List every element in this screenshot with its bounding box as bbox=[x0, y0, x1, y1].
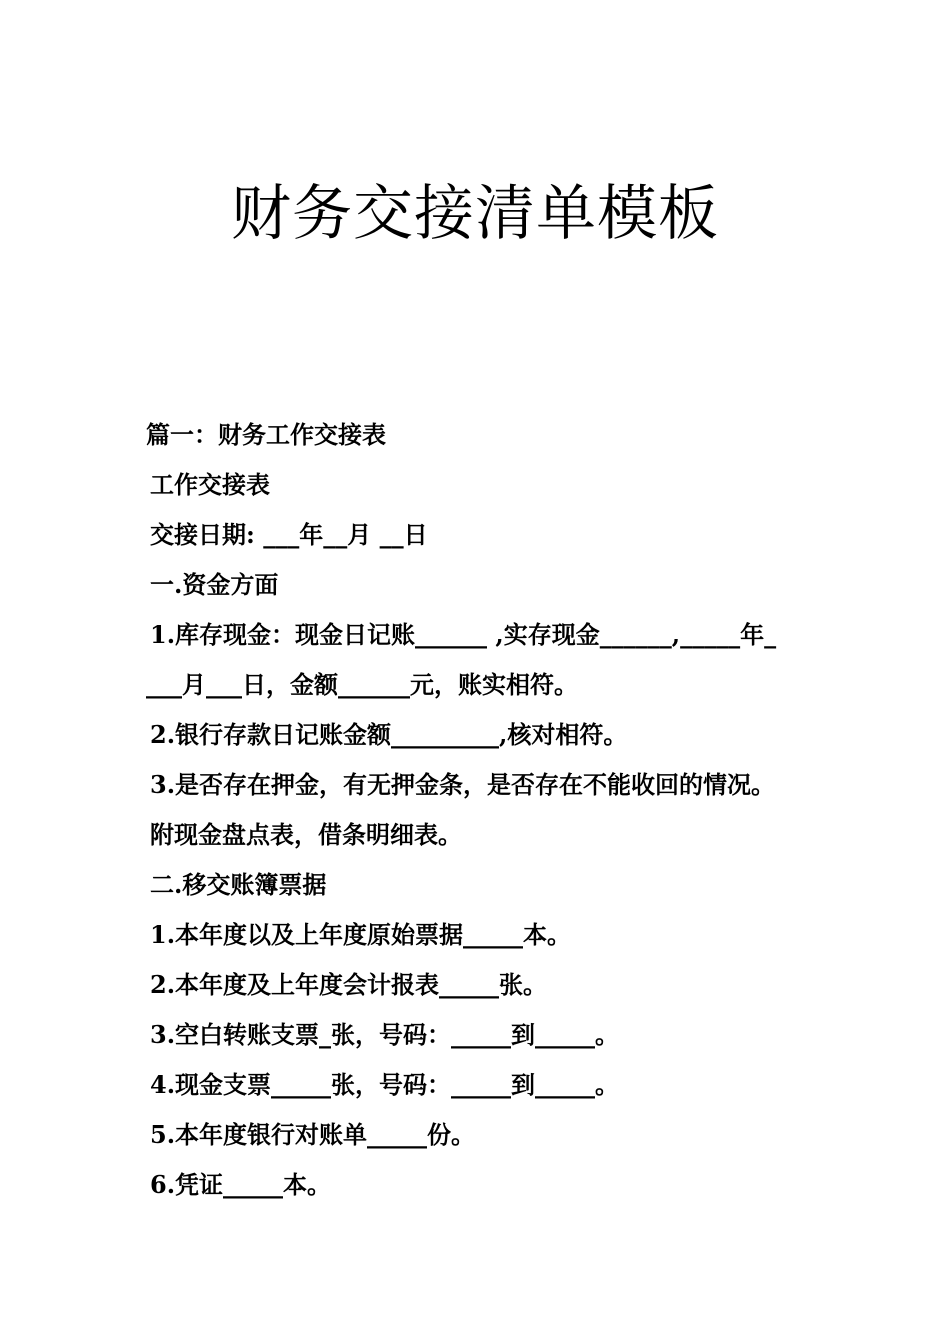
item-vouchers: 6.凭证_____本。 bbox=[150, 1170, 332, 1199]
section-heading-books: 二.移交账簿票据 bbox=[150, 870, 327, 899]
item-original-receipts: 1.本年度以及上年度原始票据_____本。 bbox=[150, 920, 572, 949]
item-bank-statements: 5.本年度银行对账单_____份。 bbox=[150, 1120, 476, 1149]
section-heading-funds: 一.资金方面 bbox=[150, 570, 279, 599]
document-body bbox=[146, 410, 826, 1210]
item-bank-deposit: 2.银行存款日记账金额_________,核对相符。 bbox=[150, 720, 628, 749]
attachment-note: 附现金盘点表，借条明细表。 bbox=[150, 820, 462, 849]
item-accounting-reports: 2.本年度及上年度会计报表_____张。 bbox=[150, 970, 548, 999]
document-title: 财务交接清单模板 bbox=[231, 179, 719, 249]
form-title: 工作交接表 bbox=[150, 470, 270, 499]
handover-date-line: 交接日期: ___年__月 __日 bbox=[150, 520, 428, 549]
item-cash-on-hand: 1.库存现金：现金日记账______ ,实存现金______,_____年_ bbox=[150, 620, 777, 649]
item-cash-on-hand-continued: ___月___日，金额______元，账实相符。 bbox=[146, 670, 578, 699]
chapter-heading: 篇一：财务工作交接表 bbox=[146, 420, 386, 449]
item-blank-transfer-checks: 3.空白转账支票_张，号码：_____到_____。 bbox=[150, 1020, 620, 1049]
item-cash-checks: 4.现金支票_____张，号码：_____到_____。 bbox=[150, 1070, 620, 1099]
item-deposits: 3.是否存在押金，有无押金条，是否存在不能收回的情况。 bbox=[150, 770, 776, 799]
